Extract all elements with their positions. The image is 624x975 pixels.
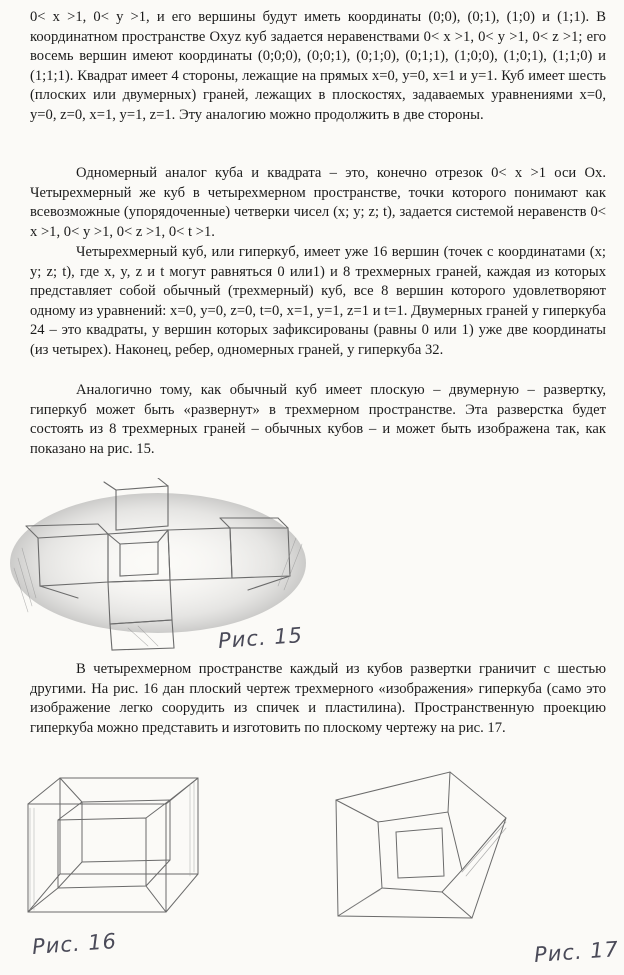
figure-16-caption: Рис. 16: [31, 929, 118, 959]
figure-17-caption: Рис. 17: [533, 937, 620, 967]
paragraph-3: Четырехмерный куб, или гиперкуб, имеет уже 16 вершин (точек с координатами (x; y; z; t), где x, y, z и t могут равняться 0 или1) и 8 трехмерных граней, каждая из которых представляет собой обычный (трехмерный) куб, все 8 вершин которого удовлетворяют одному из уравнений: x=0, y=0, z=0, t=0, x=1, y=1, z=1 и t=1. Двумерных граней у гиперкуба 24 – это квадраты, у вершин которых зафиксированы (равны 0 или 1) уже две координаты (из четырех). Наконец, ребер, одномерных граней, у гиперкуба 32.: [30, 244, 606, 358]
paragraph-5: В четырехмерном пространстве каждый из кубов развертки граничит с шестью другими. На рис. 16 дан плоский чертеж трехмерного «изображения» гиперкуба (само это изображение легко соорудить из спичек и пластилина). Пространственную проекцию гиперкуба можно представить и изготовить по плоскому чертежу на рис. 17.: [30, 661, 606, 736]
paragraph-4: Аналогично тому, как обычный куб имеет плоскую – двумерную – развертку, гиперкуб может быть «развернут» в трехмерном пространстве. Эта разверстка будет состоять из 8 трехмерных граней – обычных кубов – и может быть изображена так, как показано на рис. 15.: [30, 382, 606, 457]
paragraph-1: 0< x >1, 0< y >1, и его вершины будут иметь координаты (0;0), (0;1), (1;0) и (1;1). В координатном пространстве Oxyz куб задается неравенствами 0< x >1, 0< y >1, 0< z >1; его восемь вершин имеют координаты (0;0;0), (0;0;1), (0;1;0), (0;1;1), (1;0;0), (1;0;1), (1;1;0) и (1;1;1). Квадрат имеет 4 стороны, лежащие на прямых x=0, y=0, x=1 и y=1. Куб имеет шесть (плоских или двумерных) граней, лежащих в плоскостях, задаваемых уравнениями x=0, y=0, z=0, x=1, y=1, z=1. Эту аналогию можно продолжить в две стороны.: [30, 9, 606, 123]
figure-15-caption: Рис. 15: [217, 623, 304, 653]
figure-16-hypercube-drawing: [20, 768, 220, 928]
paragraph-2: Одномерный аналог куба и квадрата – это, конечно отрезок 0< x >1 оси Ox. Четырехмерный же куб в четырехмерном пространстве, точки которого понимают как всевозможные (упорядоченные) четверки чисел (x; y; z; t), задается системой неравенств 0< x >1, 0< y >1, 0< z >1, 0< t >1.: [30, 165, 606, 240]
figure-17-hypercube-projection: [330, 768, 510, 928]
